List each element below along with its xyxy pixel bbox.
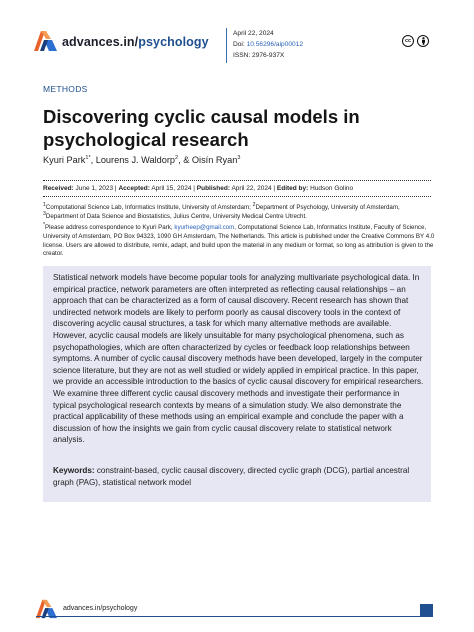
footer-square-icon [420, 604, 433, 617]
header-divider [226, 28, 227, 63]
article-history [43, 185, 353, 192]
article-meta [233, 28, 303, 62]
brand-main-text: advances.in/ [62, 35, 139, 49]
dotted-divider [43, 180, 431, 181]
accepted-date: April 15, 2024 [151, 185, 192, 192]
issn: ISSN: 2976-937X [233, 52, 285, 60]
journal-logo-icon[interactable] [32, 29, 58, 53]
email-link[interactable]: kyurheep@gmail.com [174, 224, 235, 231]
doi-line [233, 39, 303, 50]
author-marks: 3 [237, 154, 241, 161]
received-date: June 1, 2023 [75, 185, 114, 192]
dotted-divider [43, 196, 431, 197]
abstract-text: Statistical network models have become popular tools for analyzing multivariate psychological data. In empirical practice, network parameters are often interpreted as reflecting causal relationships – an approach that can be characterized as a form of causal discovery. Recent research has shown that undirected network models are likely to perform poorly as causal discovery tools in the context of discovering acyclic causal structures, a task for which many alternative methods are available. However, acyclic causal models are likely unsuitable for many psychological phenomena, such as psychopathologies, which are often characterized by cycles or feedback loop relationships between symptoms. A number of cyclic causal discovery methods have been developed, largely in the computer science literature, but they are not as well studied or widely applied in empirical practice. In this paper, we provide an accessible introduction to the basics of cyclic causal discovery for empirical researchers. We examine three different cyclic causal discovery methods and investigate their performance in typical psychological research contexts by means of a simulation study. We also demonstrate the practical applicability of these methods using an empirical example and conclude the paper with a discussion of how the insights we gain from cyclic causal discovery relate to statistical network analysis. [53, 273, 424, 445]
affiliation-text: Department of Psychology, University of Amsterdam, [255, 204, 400, 211]
affiliation-number: 1 [43, 201, 46, 208]
received-label: Received: [43, 185, 74, 192]
affiliation-number: 3 [43, 210, 46, 217]
article-title: Discovering cyclic causal models in psychological research [43, 106, 360, 150]
correspondence-text: , Computational Science Lab, Informatics Institute, Faculty of Science, University of Amsterdam, PO Box 94323, 1090 GH Amsterdam, The Netherlands. This article is published under the Creative Commons BY 4.0 license. Users are allowed to distribute, remix, adapt, and build upon the material in any medium or format, so long as attribution is given to the creator. [43, 224, 435, 258]
doi-label: Doi: [233, 41, 247, 49]
brand-accent-text: psychology [138, 35, 209, 49]
accepted-label: Accepted: [118, 185, 150, 192]
correspondence-text: Please address correspondence to Kyuri Park, [45, 224, 175, 231]
author-separator: , [90, 155, 96, 165]
affiliation-number: 2 [252, 201, 256, 208]
publication-date: April 22, 2024 [233, 30, 274, 37]
author-separator: , & [178, 155, 192, 165]
published-label: Published: [196, 185, 230, 192]
published-date: April 22, 2024 [231, 185, 272, 192]
author-marks: 1* [85, 154, 91, 161]
journal-brand[interactable] [62, 35, 209, 49]
correspondence-mark: * [43, 221, 46, 228]
keywords-label: Keywords: [53, 466, 95, 475]
history-separator: | [271, 185, 277, 192]
history-separator: | [113, 185, 119, 192]
section-label: METHODS [43, 84, 88, 94]
footer-rule [36, 616, 420, 617]
author-marks: 2 [175, 154, 179, 161]
footer-url[interactable]: advances.in/psychology [63, 605, 138, 612]
affiliations [43, 201, 436, 222]
author-name[interactable]: Oisín Ryan [191, 155, 238, 165]
doi-link[interactable]: 10.56296/aip00012 [246, 41, 304, 49]
history-separator: | [191, 185, 197, 192]
author-list [43, 155, 240, 165]
keywords [53, 465, 424, 488]
editor-name: Hudson Golino [310, 185, 354, 192]
attribution-icon [417, 35, 429, 47]
edited-label: Edited by: [276, 185, 309, 192]
license-badges[interactable] [402, 35, 429, 47]
affiliation-text: Computational Science Lab, Informatics Institute, University of Amsterdam; [45, 204, 253, 211]
affiliation-text: Department of Data Science and Biostatistics, Julius Centre, University Medical Centre Utrecht. [45, 212, 307, 220]
creative-commons-icon: cc [402, 35, 414, 47]
correspondence-note [43, 221, 436, 259]
author-name[interactable]: Lourens J. Waldorp [95, 155, 176, 165]
author-name[interactable]: Kyuri Park [43, 155, 86, 165]
keywords-text: constraint-based, cyclic causal discovery, directed cyclic graph (DCG), partial ancestral graph (PAG), statistical network model [53, 466, 410, 487]
